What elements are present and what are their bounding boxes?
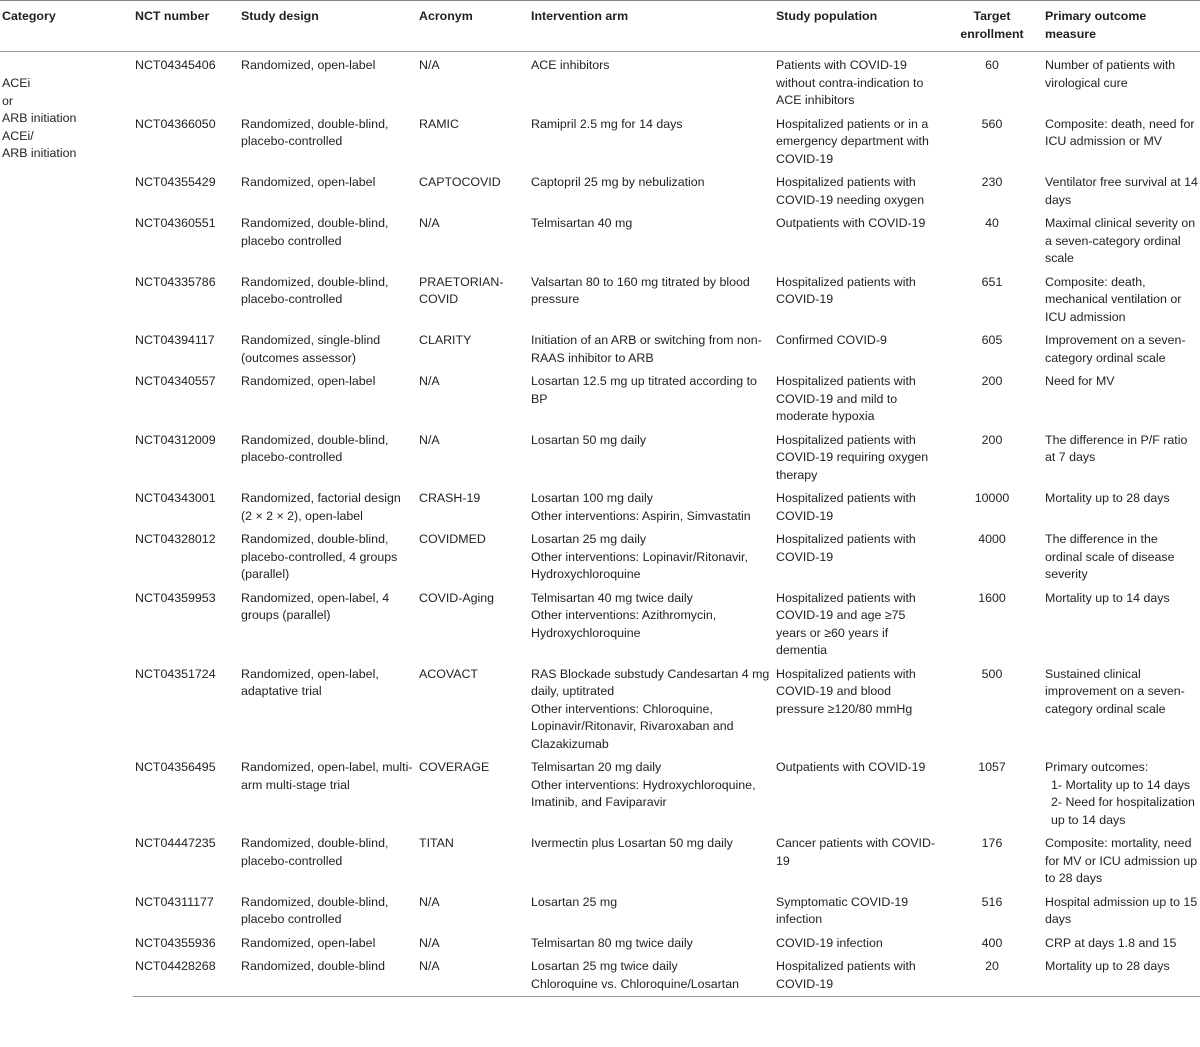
intervention-cell (529, 830, 774, 889)
outcome-cell (1043, 368, 1200, 427)
design-cell: Randomized, open-label (241, 935, 376, 950)
header-enrollment: Target enrollment (941, 1, 1043, 52)
intervention-cell (529, 889, 774, 930)
intervention-main: Telmisartan 40 mg (531, 216, 633, 230)
table-row (0, 754, 1200, 830)
design-cell: Randomized, factorial design (2 × 2 × 2), open-label (241, 491, 401, 523)
nct-cell: NCT04394117 (135, 333, 215, 347)
nct-cell: NCT04355936 (135, 935, 216, 950)
population-cell: Outpatients with COVID-19 (776, 760, 926, 774)
acronym-cell: COVERAGE (419, 760, 490, 774)
nct-cell: NCT04351724 (135, 666, 216, 681)
intervention-main: ACE inhibitors (531, 58, 610, 72)
design-cell: Randomized, double-blind, placebo-controlled (241, 836, 389, 868)
population-cell: Patients with COVID-19 without contra-indication to ACE inhibitors (776, 58, 924, 107)
nct-cell: NCT04366050 (135, 116, 216, 131)
table-row (0, 830, 1200, 889)
intervention-other: Other interventions: Lopinavir/Ritonavir, Hydroxychloroquine (531, 549, 748, 581)
acronym-cell: N/A (419, 935, 440, 950)
design-cell: Randomized, open-label, adaptative trial (241, 666, 379, 698)
enrollment-cell: 1057 (978, 760, 1006, 774)
population-cell: Hospitalized patients with COVID-19 (776, 274, 916, 306)
outcome-main: Composite: mortality, need for MV or ICU admission up to 28 days (1045, 836, 1198, 885)
outcome-main: Need for MV (1045, 374, 1115, 388)
enrollment-cell: 500 (981, 666, 1003, 681)
outcome-cell (1043, 169, 1200, 210)
intervention-main: Losartan 25 mg daily (531, 532, 647, 546)
table-row (0, 585, 1200, 661)
intervention-main: Ivermectin plus Losartan 50 mg daily (531, 836, 733, 850)
enrollment-cell: 20 (941, 953, 1043, 997)
nct-cell: NCT04428268 (133, 953, 239, 997)
intervention-cell (529, 210, 774, 269)
population-cell: Symptomatic COVID-19 infection (776, 894, 909, 926)
population-cell: Hospitalized patients or in a emergency department with COVID-19 (776, 116, 929, 166)
population-cell: Hospitalized patients with COVID-19 requiring oxygen therapy (776, 432, 929, 482)
table-row (0, 661, 1200, 755)
population-cell: Hospitalized patients with COVID-19 and mild to moderate hypoxia (776, 374, 916, 423)
category-line: ACEi/ (2, 128, 34, 143)
design-cell: Randomized, open-label (241, 175, 376, 189)
nct-cell: NCT04345406 (135, 58, 216, 72)
population-cell: Hospitalized patients with COVID-19 and age ≥75 years or ≥60 years if dementia (776, 590, 916, 657)
outcome-cell (1043, 526, 1200, 585)
outcome-main: Hospital admission up to 15 days (1045, 894, 1198, 926)
population-cell: Hospitalized patients with COVID-19 needing oxygen (776, 175, 925, 207)
outcome-cell (1043, 889, 1200, 930)
outcome-main: Composite: death, mechanical ventilation or ICU admission (1045, 274, 1182, 324)
outcome-cell (1043, 269, 1200, 328)
enrollment-cell: 4000 (978, 532, 1006, 546)
nct-cell: NCT04356495 (135, 760, 216, 774)
outcome-cell (1043, 754, 1200, 830)
intervention-main: Losartan 50 mg daily (531, 432, 647, 447)
acronym-cell: CAPTOCOVID (419, 175, 501, 189)
enrollment-cell: 230 (981, 175, 1003, 189)
enrollment-cell: 176 (981, 836, 1003, 850)
nct-cell: NCT04340557 (135, 374, 216, 388)
design-cell: Randomized, single-blind (outcomes assessor) (241, 333, 381, 365)
enrollment-cell: 651 (981, 274, 1003, 289)
design-cell: Randomized, double-blind, placebo-controlled (241, 274, 389, 306)
intervention-other: Other interventions: Chloroquine, Lopinavir/Ritonavir, Rivaroxaban and Clazakizumab (531, 701, 734, 751)
table-row (0, 526, 1200, 585)
intervention-other: Other interventions: Azithromycin, Hydroxychloroquine (531, 608, 717, 640)
design-cell: Randomized, double-blind (239, 953, 417, 997)
enrollment-cell: 40 (985, 216, 999, 230)
header-intervention: Intervention arm (529, 1, 774, 52)
outcome-cell (1043, 585, 1200, 661)
nct-cell: NCT04359953 (135, 590, 216, 605)
outcome-cell (1043, 953, 1200, 997)
outcome-cell (1043, 930, 1200, 954)
intervention-cell (529, 526, 774, 585)
population-cell: Hospitalized patients with COVID-19 and blood pressure ≥120/80 mmHg (776, 666, 916, 716)
nct-cell: NCT04328012 (135, 532, 216, 546)
category-line: ARB initiation (2, 146, 77, 160)
intervention-other: Other interventions: Aspirin, Simvastatin (531, 508, 751, 523)
acronym-cell: RAMIC (419, 116, 459, 131)
design-cell: Randomized, double-blind, placebo-controlled (241, 432, 389, 464)
intervention-main: Losartan 25 mg (531, 894, 618, 909)
population-cell: COVID-19 infection (776, 935, 883, 950)
intervention-cell (529, 930, 774, 954)
outcome-sub: 1- Mortality up to 14 days (1051, 777, 1191, 792)
design-cell: Randomized, double-blind, placebo-controlled, 4 groups (parallel) (241, 532, 398, 581)
outcome-cell (1043, 485, 1200, 526)
enrollment-cell: 200 (981, 374, 1003, 388)
table-row (0, 111, 1200, 170)
acronym-cell: COVIDMED (419, 532, 486, 546)
table-row (0, 427, 1200, 486)
table-row (0, 953, 1200, 997)
header-population: Study population (774, 1, 941, 52)
nct-cell: NCT04360551 (135, 216, 216, 230)
population-cell: Cancer patients with COVID-19 (776, 836, 936, 868)
intervention-cell (529, 368, 774, 427)
outcome-cell (1043, 830, 1200, 889)
enrollment-cell: 10000 (974, 491, 1010, 505)
acronym-cell: N/A (419, 432, 440, 447)
header-nct: NCT number (133, 1, 239, 52)
acronym-cell: CLARITY (419, 333, 472, 347)
nct-cell: NCT04311177 (135, 894, 214, 909)
acronym-cell: COVID-Aging (419, 590, 495, 605)
population-cell: Hospitalized patients with COVID-19 (774, 953, 941, 997)
enrollment-cell: 560 (981, 116, 1003, 131)
table-body (0, 52, 1200, 997)
table-row (0, 269, 1200, 328)
outcome-main: Mortality up to 28 days (1045, 491, 1170, 505)
outcome-main: CRP at days 1.8 and 15 (1045, 935, 1177, 950)
acronym-cell: N/A (419, 374, 440, 388)
outcome-main: Sustained clinical improvement on a seven-category ordinal scale (1045, 666, 1185, 716)
outcome-main: The difference in P/F ratio at 7 days (1045, 432, 1188, 464)
table-row (0, 52, 1200, 111)
category-cell (0, 52, 133, 997)
outcome-cell (1043, 111, 1200, 170)
acronym-cell: PRAETORIAN-COVID (419, 274, 504, 306)
outcome-main: The difference in the ordinal scale of disease severity (1045, 532, 1175, 581)
intervention-cell (529, 427, 774, 486)
design-cell: Randomized, double-blind, placebo-controlled (241, 116, 389, 148)
table-row (0, 930, 1200, 954)
header-category: Category (0, 1, 133, 52)
intervention-main: Losartan 25 mg twice daily (531, 959, 678, 973)
intervention-main: Valsartan 80 to 160 mg titrated by blood pressure (531, 274, 750, 306)
acronym-cell: N/A (419, 58, 440, 72)
table-row (0, 327, 1200, 368)
intervention-main: Telmisartan 80 mg twice daily (531, 935, 693, 950)
intervention-other: Chloroquine vs. Chloroquine/Losartan (531, 976, 740, 991)
intervention-cell (529, 327, 774, 368)
table-header (0, 1, 1200, 52)
nct-cell: NCT04335786 (135, 274, 216, 289)
header-acronym: Acronym (417, 1, 529, 52)
intervention-cell (529, 953, 774, 997)
population-cell: Hospitalized patients with COVID-19 (776, 491, 916, 523)
intervention-cell (529, 169, 774, 210)
table-row (0, 210, 1200, 269)
outcome-main: Maximal clinical severity on a seven-category ordinal scale (1045, 216, 1196, 265)
intervention-cell (529, 269, 774, 328)
intervention-cell (529, 111, 774, 170)
nct-cell: NCT04343001 (135, 491, 216, 505)
table-row (0, 485, 1200, 526)
table-row (0, 889, 1200, 930)
enrollment-cell: 60 (985, 58, 999, 72)
outcome-main: Primary outcomes: (1045, 760, 1149, 774)
intervention-main: Losartan 12.5 mg up titrated according to BP (531, 374, 757, 406)
table-row (0, 169, 1200, 210)
acronym-cell: N/A (419, 894, 440, 909)
design-cell: Randomized, open-label (241, 374, 376, 388)
intervention-cell (529, 585, 774, 661)
intervention-cell (529, 485, 774, 526)
category-line: or (2, 93, 14, 108)
intervention-main: Telmisartan 40 mg twice daily (531, 590, 693, 605)
enrollment-cell: 200 (981, 432, 1003, 447)
intervention-cell (529, 661, 774, 755)
nct-cell: NCT04355429 (135, 175, 216, 189)
intervention-main: RAS Blockade substudy Candesartan 4 mg daily, uptitrated (531, 666, 770, 698)
nct-cell: NCT04447235 (135, 836, 216, 850)
outcome-cell (1043, 661, 1200, 755)
category-line: ACEi (2, 76, 31, 90)
outcome-cell (1043, 52, 1200, 111)
nct-cell: NCT04312009 (135, 432, 216, 447)
intervention-main: Initiation of an ARB or switching from non-RAAS inhibitor to ARB (531, 333, 762, 365)
outcome-main: Number of patients with virological cure (1045, 58, 1176, 90)
intervention-main: Ramipril 2.5 mg for 14 days (531, 116, 683, 131)
outcome-cell (1043, 427, 1200, 486)
category-line: ARB initiation (2, 111, 77, 125)
design-cell: Randomized, open-label (241, 58, 376, 72)
enrollment-cell: 1600 (978, 590, 1006, 605)
intervention-main: Losartan 100 mg daily (531, 491, 653, 505)
design-cell: Randomized, open-label, multi-arm multi-stage trial (241, 760, 413, 792)
outcome-cell (1043, 327, 1200, 368)
enrollment-cell: 605 (981, 333, 1003, 347)
outcome-sub: 2- Need for hospitalization up to 14 days (1051, 795, 1195, 827)
population-cell: Hospitalized patients with COVID-19 (776, 532, 916, 564)
design-cell: Randomized, open-label, 4 groups (parallel) (241, 590, 390, 622)
outcome-main: Mortality up to 14 days (1045, 590, 1170, 605)
acronym-cell: CRASH-19 (419, 491, 481, 505)
intervention-main: Telmisartan 20 mg daily (531, 760, 662, 774)
acronym-cell: TITAN (419, 836, 454, 850)
design-cell: Randomized, double-blind, placebo controlled (241, 894, 389, 926)
acronym-cell: N/A (419, 216, 440, 230)
enrollment-cell: 516 (981, 894, 1003, 909)
outcome-main: Composite: death, need for ICU admission or MV (1045, 116, 1195, 148)
design-cell: Randomized, double-blind, placebo controlled (241, 216, 389, 248)
outcome-main: Improvement on a seven-category ordinal scale (1045, 333, 1186, 365)
enrollment-cell: 400 (981, 935, 1003, 950)
intervention-cell (529, 754, 774, 830)
header-outcome: Primary outcome measure (1043, 1, 1200, 52)
intervention-other: Other interventions: Hydroxychloroquine, Imatinib, and Faviparavir (531, 777, 756, 809)
population-cell: Confirmed COVID-9 (776, 333, 887, 347)
header-design: Study design (239, 1, 417, 52)
outcome-main: Mortality up to 28 days (1045, 959, 1170, 973)
intervention-cell (529, 52, 774, 111)
intervention-main: Captopril 25 mg by nebulization (531, 175, 705, 189)
acronym-cell: ACOVACT (419, 666, 478, 681)
outcome-cell (1043, 210, 1200, 269)
acronym-cell: N/A (417, 953, 529, 997)
population-cell: Outpatients with COVID-19 (776, 216, 926, 230)
table-row (0, 368, 1200, 427)
outcome-main: Ventilator free survival at 14 days (1045, 175, 1198, 207)
